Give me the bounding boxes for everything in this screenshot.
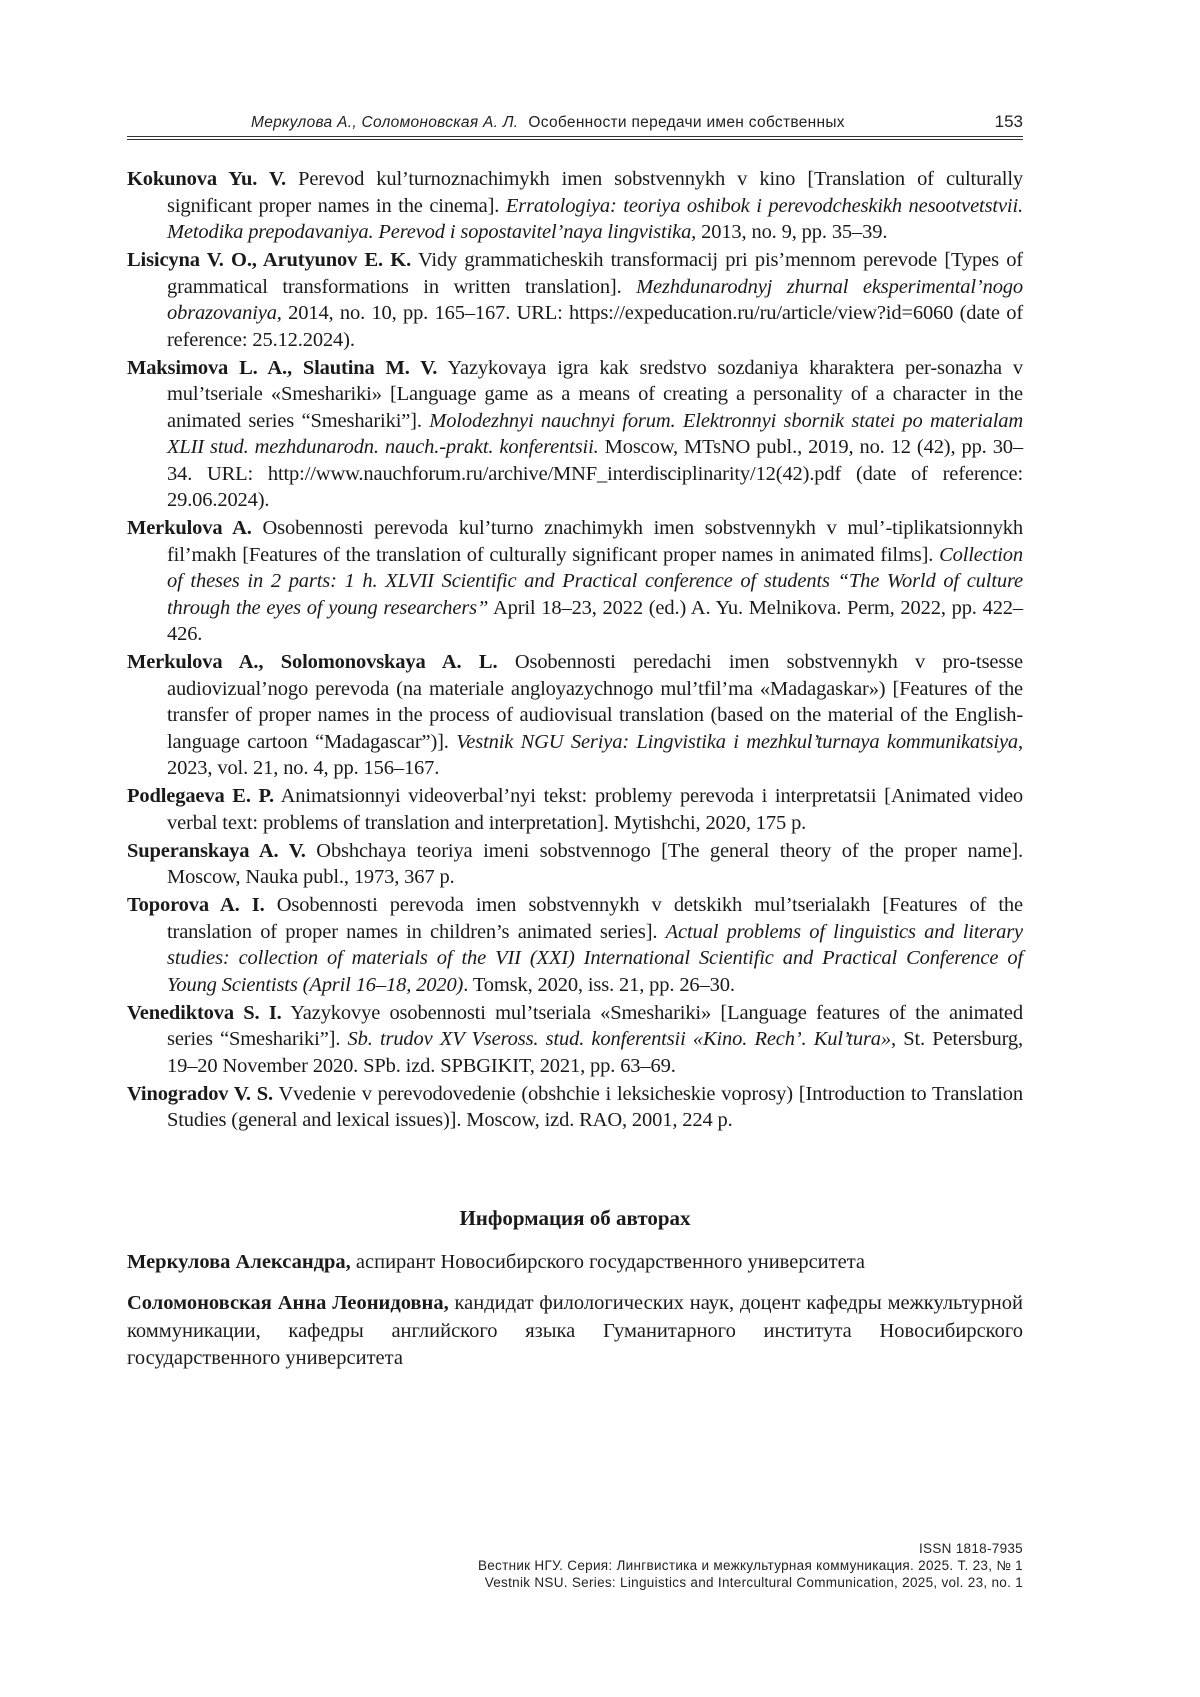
header-rule (127, 136, 1023, 137)
reference-author: Vinogradov V. S. (127, 1082, 273, 1105)
running-topic: Особенности передачи имен собственных (528, 114, 845, 131)
reference-text: , St. Petersburg, 19–20 November 2020. SPb. izd. SPBGIKIT, 2021, pp. 63–69. (167, 1028, 1023, 1077)
reference-item (127, 247, 1023, 353)
reference-text: Obshchaya teoriya imeni sobstvennogo [The general theory of the proper name]. Moscow, Nauka publ., 1973, 367 p. (167, 839, 1023, 888)
reference-text: Moscow, MTsNO publ., 2019, no. 12 (42), pp. 30–34. URL: http://www.nauchforum.ru/archive/MNF_interdisciplinarity/12(42).pdf (date of reference: 29.06.2024). (167, 436, 1023, 511)
reference-text: Vidy grammaticheskih transformacij pri pis’mennom perevode [Types of grammatical transformations in written translation]. (167, 249, 1023, 298)
journal-footer (478, 1540, 1023, 1591)
reference-item (127, 783, 1023, 836)
running-header (127, 112, 1023, 138)
reference-text: Perevod kul’turnoznachimykh imen sobstvennykh v kino [Translation of culturally significant proper names in the cinema]. (167, 168, 1023, 217)
reference-author: Venediktova S. I. (127, 1001, 282, 1024)
reference-item (127, 1081, 1023, 1134)
reference-text: Osobennosti perevoda imen sobstvennykh v detskikh mul’tserialakh [Features of the translation of proper names in children’s animated series]. (167, 894, 1023, 943)
authors-section-title: Информация об авторах (459, 1206, 691, 1230)
running-authors: Меркулова А., Соломоновская А. Л. (251, 114, 519, 131)
author-description: аспирант Новосибирского государственного университета (350, 1251, 866, 1273)
reference-text: Osobennosti perevoda kul’turno znachimykh imen sobstvennykh v mul’-tiplikatsionnykh fil’makh [Features of the translation of culturally significant proper names in animated films]. (167, 517, 1023, 566)
reference-item (127, 166, 1023, 246)
reference-author: Toporova A. I. (127, 894, 265, 916)
author-name: Меркулова Александра, (127, 1251, 351, 1273)
author-name: Соломоновская Анна Леонидовна, (127, 1292, 449, 1314)
reference-author: Podlegaeva E. P. (127, 785, 275, 807)
reference-text: April 18–23, 2022 (ed.) A. Yu. Melnikova. Perm, 2022, pp. 422–426. (167, 596, 1023, 645)
reference-text: Animatsionnyi videoverbal’nyi tekst: problemy perevoda i interpretatsii [Animated video verbal text: problems of translation and interpretation]. Mytishchi, 2020, 175 p. (167, 785, 1023, 834)
author-description: кандидат филологических наук, доцент кафедры межкультурной коммуникации, кафедры английского языка Гуманитарного института Новосибирского государственного университета (127, 1292, 1023, 1369)
reference-source: Vestnik NGU Seriya: Lingvistika i mezhkul’turnaya kommunikatsiya (456, 730, 1019, 753)
footer-issn: ISSN 1818-7935 (918, 1541, 1023, 1556)
reference-source: Sb. trudov XV Vseross. stud. konferentsii «Kino. Rech’. Kul’tura» (347, 1028, 891, 1050)
reference-source: Erratologiya: teoriya oshibok i perevodcheskikh nesootvetstvii. Metodika prepodavaniya. Perevod i sopostavitel’naya lingvistika, (167, 194, 1023, 243)
reference-text: Yazykovye osobennosti mul’tseriala «Smeshariki» [Language features of the animated series “Smeshariki”]. (167, 1001, 1023, 1050)
reference-text: Yazykovaya igra kak sredstvo sozdaniya kharaktera per-sonazha v mul’tseriale «Smeshariki» [Language game as a means of creating a personality of a character in the animated series “Smeshariki”]. (167, 356, 1023, 432)
footer-journal-en: Vestnik NSU. Series: Linguistics and Intercultural Communication, 2025, vol. 23, no. 1 (484, 1575, 1023, 1590)
reference-item (127, 355, 1023, 514)
reference-source: Collection of theses in 2 parts: 1 h. XLVII Scientific and Practical conference of students “The World of culture through the eyes of young researchers” (167, 543, 1023, 619)
reference-source: Actual problems of linguistics and literary studies: collection of materials of the VII (XXI) International Scientific and Practical Conference of Young Scientists (April 16–18, 2020) (167, 920, 1023, 996)
reference-author: Merkulova A. (127, 517, 252, 539)
reference-author: Kokunova Yu. V. (127, 168, 286, 190)
running-head (251, 114, 845, 132)
reference-text: . Tomsk, 2020, iss. 21, pp. 26–30. (463, 973, 735, 996)
reference-item (127, 649, 1023, 782)
reference-author: Superanskaya A. V. (127, 839, 306, 862)
reference-source: Mezhdunarodnyj zhurnal eksperimental’nogo obrazovaniya, (167, 275, 1023, 324)
reference-list (127, 166, 1023, 1135)
reference-item (127, 892, 1023, 998)
reference-source: Molodezhnyi nauchnyi forum. Elektronnyi sbornik statei po materialam XLII stud. mezhdunarodn. nauch.-prakt. konferentsii. (167, 409, 1023, 458)
reference-item (127, 515, 1023, 648)
header-rule-thin (127, 139, 1023, 140)
reference-author: Merkulova A., Solomonovskaya A. L. (127, 651, 498, 673)
reference-text: 2014, no. 10, pp. 165–167. URL: https://expeducation.ru/ru/article/view?id=6060 (date of reference: 25.12.2024). (167, 302, 1023, 351)
reference-author: Maksimova L. A., Slautina M. V. (127, 356, 438, 379)
reference-text: Vvedenie v perevodovedenie (obshchie i leksicheskie voprosy) [Introduction to Translation Studies (general and lexical issues)]. Moscow, izd. RAO, 2001, 224 p. (167, 1082, 1023, 1131)
reference-item (127, 838, 1023, 891)
reference-text: , 2023, vol. 21, no. 4, pp. 156–167. (167, 730, 1023, 779)
reference-item (127, 1000, 1023, 1080)
reference-author: Lisicyna V. O., Arutyunov E. K. (127, 249, 412, 271)
author-info-item (127, 1249, 1023, 1277)
author-info-item (127, 1290, 1023, 1373)
reference-text: Osobennosti peredachi imen sobstvennykh v pro-tsesse audiovizual’nogo perevoda (na materiale angloyazychnogo mul’tfil’ma «Madagaskar») [Features of the transfer of proper names in the process of audiovisual translation (based on the material of the English-language cartoon “Madagascar”)]. (167, 651, 1023, 753)
reference-text: 2013, no. 9, pp. 35–39. (696, 221, 888, 243)
page-number: 153 (994, 112, 1023, 131)
footer-journal-ru: Вестник НГУ. Серия: Лингвистика и межкультурная коммуникация. 2025. Т. 23, № 1 (477, 1558, 1023, 1573)
